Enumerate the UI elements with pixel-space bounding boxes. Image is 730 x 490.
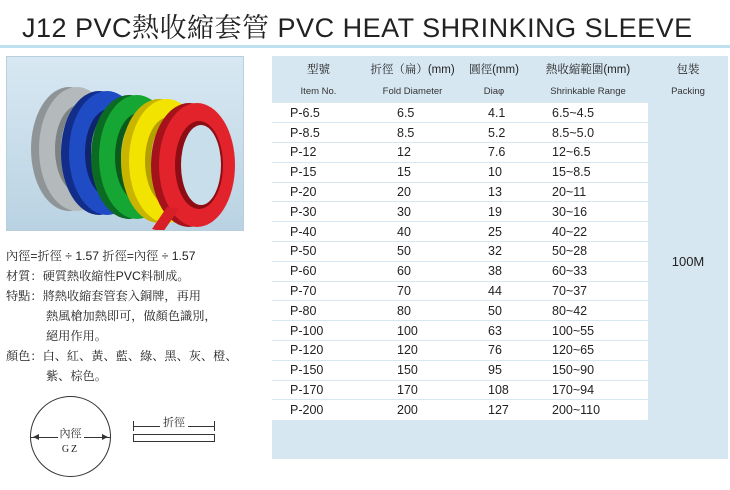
table-cell-dia: 38 (460, 261, 528, 281)
table-cell-dia: 44 (460, 281, 528, 301)
table-cell-fold: 20 (365, 182, 460, 202)
table-cell-fold: 150 (365, 360, 460, 380)
table-cell-dia: 76 (460, 341, 528, 361)
table-cell-fold: 120 (365, 341, 460, 361)
table-cell-fold: 40 (365, 222, 460, 242)
feature-text-3: 絕用作用。 (46, 329, 107, 343)
table-cell-item: P-200 (272, 400, 365, 420)
table-cell-range: 15~8.5 (528, 162, 648, 182)
table-cell-item: P-80 (272, 301, 365, 321)
col-header-packing: 包裝 Packing (671, 63, 705, 97)
table-cell-item: P-50 (272, 242, 365, 262)
table-cell-item: P-15 (272, 162, 365, 182)
table-cell-range: 150~90 (528, 360, 648, 380)
title-bar (0, 0, 730, 46)
table-cell-fold: 80 (365, 301, 460, 321)
table-cell-range: 200~110 (528, 400, 648, 420)
table-cell-dia: 32 (460, 242, 528, 262)
product-photo (6, 56, 244, 231)
table-cell-fold: 8.5 (365, 123, 460, 143)
material-text: 硬質熱收縮性PVC料制成。 (42, 269, 190, 283)
table-cell-range: 170~94 (528, 380, 648, 400)
table-cell-range: 8.5~5.0 (528, 123, 648, 143)
table-cell-fold: 200 (365, 400, 460, 420)
col-header-dia: 圓徑(mm) Diaφ (469, 63, 519, 97)
table-cell-dia: 127 (460, 400, 528, 420)
col-header-fold: 折徑（扁）(mm) Fold Diameter (370, 63, 455, 97)
feature-label: 特點： (6, 289, 43, 303)
table-cell-item: P-8.5 (272, 123, 365, 143)
table-cell-dia: 13 (460, 182, 528, 202)
table-cell-dia: 95 (460, 360, 528, 380)
spec-table-panel (272, 56, 728, 459)
table-row (272, 103, 728, 123)
color-label: 顏色： (6, 349, 43, 363)
table-cell-range: 70~37 (528, 281, 648, 301)
table-cell-item: P-120 (272, 341, 365, 361)
table-cell-fold: 15 (365, 162, 460, 182)
table-cell-dia: 5.2 (460, 123, 528, 143)
table-cell-item: P-30 (272, 202, 365, 222)
material-label: 材質： (6, 269, 43, 283)
table-cell-dia: 25 (460, 222, 528, 242)
table-cell-fold: 12 (365, 143, 460, 163)
table-cell-item: P-60 (272, 261, 365, 281)
table-cell-item: P-100 (272, 321, 365, 341)
spec-table-body (272, 103, 728, 420)
inner-diameter-sublabel: GZ (61, 444, 80, 455)
feature-text-1: 將熱收縮套管套入銅牌，再用 (42, 289, 201, 303)
table-cell-dia: 4.1 (460, 103, 528, 123)
table-cell-item: P-40 (272, 222, 365, 242)
table-cell-fold: 50 (365, 242, 460, 262)
table-cell-range: 12~6.5 (528, 143, 648, 163)
table-cell-dia: 10 (460, 162, 528, 182)
table-cell-dia: 50 (460, 301, 528, 321)
table-cell-range: 80~42 (528, 301, 648, 321)
product-notes (6, 246, 271, 386)
table-cell-dia: 63 (460, 321, 528, 341)
product-rolls-illustration (7, 57, 244, 231)
table-cell-range: 50~28 (528, 242, 648, 262)
table-cell-item: P-70 (272, 281, 365, 301)
feature-text-2: 熱風槍加熱即可，做顏色識別， (46, 309, 217, 323)
color-text-1: 白、紅、黃、藍、綠、黑、灰、橙、 (42, 349, 238, 363)
table-cell-range: 60~33 (528, 261, 648, 281)
diameter-formula: 內徑=折徑 ÷ 1.57 折徑=內徑 ÷ 1.57 (6, 249, 196, 263)
table-cell-fold: 6.5 (365, 103, 460, 123)
table-cell-fold: 60 (365, 261, 460, 281)
material-row (6, 266, 271, 286)
table-cell-item: P-20 (272, 182, 365, 202)
table-cell-range: 20~11 (528, 182, 648, 202)
table-cell-range: 120~65 (528, 341, 648, 361)
feature-row (6, 286, 271, 306)
color-row (6, 346, 271, 366)
table-cell-dia: 108 (460, 380, 528, 400)
flat-strip-diagram (133, 434, 215, 442)
packing-cell: 100M (648, 103, 728, 420)
page-title: J12 PVC熱收縮套管 PVC HEAT SHRINKING SLEEVE (22, 13, 693, 43)
fold-diameter-label: 折徑 (133, 414, 215, 430)
spec-table (272, 56, 728, 420)
table-cell-fold: 30 (365, 202, 460, 222)
table-header-row (272, 56, 728, 103)
table-cell-range: 30~16 (528, 202, 648, 222)
col-header-range: 熱收縮範圍(mm) Shrinkable Range (545, 63, 631, 97)
color-text-2: 紫、棕色。 (46, 369, 107, 383)
inner-diameter-label: 內徑 (59, 428, 82, 440)
table-cell-item: P-150 (272, 360, 365, 380)
table-cell-range: 100~55 (528, 321, 648, 341)
table-cell-fold: 70 (365, 281, 460, 301)
col-header-item: 型號 Item No. (300, 63, 337, 97)
table-cell-fold: 100 (365, 321, 460, 341)
table-cell-dia: 19 (460, 202, 528, 222)
table-cell-item: P-12 (272, 143, 365, 163)
table-cell-item: P-6.5 (272, 103, 365, 123)
title-divider (0, 45, 730, 48)
table-cell-fold: 170 (365, 380, 460, 400)
table-cell-item: P-170 (272, 380, 365, 400)
table-cell-dia: 7.6 (460, 143, 528, 163)
table-cell-range: 40~22 (528, 222, 648, 242)
table-cell-range: 6.5~4.5 (528, 103, 648, 123)
